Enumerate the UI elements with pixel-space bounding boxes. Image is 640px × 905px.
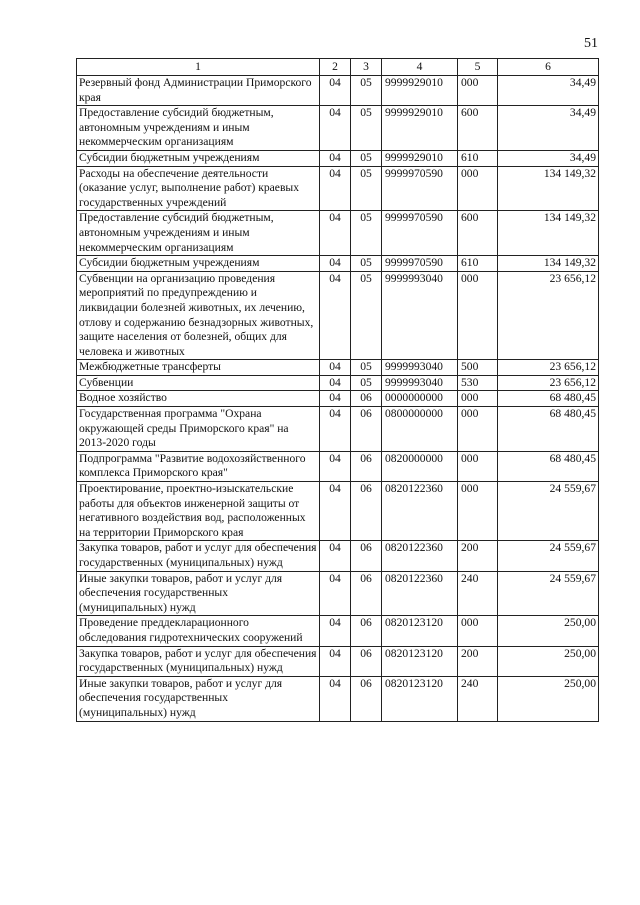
row-subsection-cell: 06 xyxy=(351,541,382,571)
row-target-article-cell: 9999929010 xyxy=(382,150,458,166)
row-expense-type-cell: 610 xyxy=(458,256,498,272)
table-row xyxy=(77,407,599,452)
row-name-cell: Подпрограмма "Развитие водохозяйственного комплекса Приморского края" xyxy=(77,451,320,481)
row-target-article-cell: 0800000000 xyxy=(382,407,458,452)
row-subsection-cell: 05 xyxy=(351,211,382,256)
row-section-cell: 04 xyxy=(320,541,351,571)
row-expense-type-cell: 200 xyxy=(458,541,498,571)
row-amount-cell: 68 480,45 xyxy=(498,407,599,452)
row-target-article-cell: 9999993040 xyxy=(382,360,458,376)
row-subsection-cell: 06 xyxy=(351,571,382,616)
table-row xyxy=(77,451,599,481)
table-row xyxy=(77,482,599,541)
table-row xyxy=(77,391,599,407)
table-row xyxy=(77,256,599,272)
row-amount-cell: 23 656,12 xyxy=(498,375,599,391)
row-section-cell: 04 xyxy=(320,150,351,166)
row-expense-type-cell: 000 xyxy=(458,482,498,541)
row-section-cell: 04 xyxy=(320,571,351,616)
row-target-article-cell: 0820000000 xyxy=(382,451,458,481)
row-amount-cell: 24 559,67 xyxy=(498,541,599,571)
row-section-cell: 04 xyxy=(320,211,351,256)
row-target-article-cell: 9999929010 xyxy=(382,76,458,106)
row-name-cell: Закупка товаров, работ и услуг для обеспечения государственных (муниципальных) нужд xyxy=(77,646,320,676)
row-target-article-cell: 9999970590 xyxy=(382,166,458,211)
table-row xyxy=(77,166,599,211)
row-target-article-cell: 0820122360 xyxy=(382,571,458,616)
row-expense-type-cell: 200 xyxy=(458,646,498,676)
row-expense-type-cell: 500 xyxy=(458,360,498,376)
row-amount-cell: 34,49 xyxy=(498,106,599,151)
row-amount-cell: 68 480,45 xyxy=(498,451,599,481)
row-name-cell: Закупка товаров, работ и услуг для обеспечения государственных (муниципальных) нужд xyxy=(77,541,320,571)
row-amount-cell: 250,00 xyxy=(498,616,599,646)
table-row xyxy=(77,76,599,106)
table-row xyxy=(77,150,599,166)
row-name-cell: Субвенции на организацию проведения мероприятий по предупреждению и ликвидации болезней животных, их лечению, отлову и содержанию безнадзорных животных, защите населения от болезней, общих для человека и животных xyxy=(77,271,320,360)
row-expense-type-cell: 000 xyxy=(458,166,498,211)
row-subsection-cell: 06 xyxy=(351,391,382,407)
column-header: 5 xyxy=(458,59,498,76)
row-target-article-cell: 0820122360 xyxy=(382,541,458,571)
row-amount-cell: 24 559,67 xyxy=(498,571,599,616)
row-name-cell: Резервный фонд Администрации Приморского края xyxy=(77,76,320,106)
row-amount-cell: 23 656,12 xyxy=(498,271,599,360)
row-expense-type-cell: 000 xyxy=(458,407,498,452)
budget-table xyxy=(76,58,599,722)
row-name-cell: Субсидии бюджетным учреждениям xyxy=(77,256,320,272)
row-subsection-cell: 05 xyxy=(351,271,382,360)
row-section-cell: 04 xyxy=(320,482,351,541)
row-expense-type-cell: 000 xyxy=(458,451,498,481)
row-section-cell: 04 xyxy=(320,391,351,407)
column-header: 6 xyxy=(498,59,599,76)
table-row xyxy=(77,571,599,616)
table-row xyxy=(77,616,599,646)
row-name-cell: Предоставление субсидий бюджетным, автономным учреждениям и иным некоммерческим организациям xyxy=(77,211,320,256)
row-target-article-cell: 9999993040 xyxy=(382,375,458,391)
row-name-cell: Межбюджетные трансферты xyxy=(77,360,320,376)
row-target-article-cell: 9999970590 xyxy=(382,211,458,256)
row-subsection-cell: 06 xyxy=(351,646,382,676)
row-subsection-cell: 06 xyxy=(351,451,382,481)
row-section-cell: 04 xyxy=(320,271,351,360)
row-subsection-cell: 05 xyxy=(351,150,382,166)
row-subsection-cell: 05 xyxy=(351,360,382,376)
row-subsection-cell: 05 xyxy=(351,166,382,211)
row-subsection-cell: 06 xyxy=(351,676,382,721)
row-expense-type-cell: 240 xyxy=(458,676,498,721)
row-name-cell: Расходы на обеспечение деятельности (оказание услуг, выполнение работ) краевых государственных учреждений xyxy=(77,166,320,211)
row-expense-type-cell: 000 xyxy=(458,391,498,407)
table-row xyxy=(77,271,599,360)
row-subsection-cell: 06 xyxy=(351,407,382,452)
row-amount-cell: 134 149,32 xyxy=(498,166,599,211)
row-name-cell: Проведение преддекларационного обследования гидротехнических сооружений xyxy=(77,616,320,646)
column-header: 1 xyxy=(77,59,320,76)
row-amount-cell: 24 559,67 xyxy=(498,482,599,541)
row-expense-type-cell: 530 xyxy=(458,375,498,391)
row-section-cell: 04 xyxy=(320,407,351,452)
table-row xyxy=(77,646,599,676)
row-amount-cell: 250,00 xyxy=(498,646,599,676)
row-expense-type-cell: 000 xyxy=(458,76,498,106)
page-number: 51 xyxy=(584,36,598,51)
row-name-cell: Водное хозяйство xyxy=(77,391,320,407)
row-target-article-cell: 0820123120 xyxy=(382,616,458,646)
row-target-article-cell: 0000000000 xyxy=(382,391,458,407)
row-section-cell: 04 xyxy=(320,256,351,272)
row-name-cell: Предоставление субсидий бюджетным, автономным учреждениям и иным некоммерческим организациям xyxy=(77,106,320,151)
row-amount-cell: 68 480,45 xyxy=(498,391,599,407)
row-section-cell: 04 xyxy=(320,616,351,646)
row-name-cell: Субсидии бюджетным учреждениям xyxy=(77,150,320,166)
row-subsection-cell: 06 xyxy=(351,482,382,541)
row-amount-cell: 34,49 xyxy=(498,150,599,166)
row-name-cell: Государственная программа "Охрана окружающей среды Приморского края" на 2013-2020 годы xyxy=(77,407,320,452)
row-section-cell: 04 xyxy=(320,360,351,376)
row-target-article-cell: 9999929010 xyxy=(382,106,458,151)
row-amount-cell: 23 656,12 xyxy=(498,360,599,376)
row-target-article-cell: 0820123120 xyxy=(382,646,458,676)
row-expense-type-cell: 000 xyxy=(458,271,498,360)
row-target-article-cell: 9999970590 xyxy=(382,256,458,272)
column-header: 2 xyxy=(320,59,351,76)
table-row xyxy=(77,541,599,571)
row-section-cell: 04 xyxy=(320,166,351,211)
row-name-cell: Иные закупки товаров, работ и услуг для обеспечения государственных (муниципальных) нужд xyxy=(77,676,320,721)
table-row xyxy=(77,375,599,391)
row-expense-type-cell: 000 xyxy=(458,616,498,646)
row-section-cell: 04 xyxy=(320,646,351,676)
row-section-cell: 04 xyxy=(320,676,351,721)
row-amount-cell: 134 149,32 xyxy=(498,256,599,272)
table-row xyxy=(77,106,599,151)
row-amount-cell: 134 149,32 xyxy=(498,211,599,256)
row-name-cell: Иные закупки товаров, работ и услуг для обеспечения государственных (муниципальных) нужд xyxy=(77,571,320,616)
row-expense-type-cell: 600 xyxy=(458,211,498,256)
row-section-cell: 04 xyxy=(320,451,351,481)
row-section-cell: 04 xyxy=(320,375,351,391)
row-name-cell: Проектирование, проектно-изыскательские работы для объектов инженерной защиты от негативного воздействия вод, расположенных на территории Приморского края xyxy=(77,482,320,541)
row-amount-cell: 34,49 xyxy=(498,76,599,106)
row-subsection-cell: 06 xyxy=(351,616,382,646)
table-row xyxy=(77,360,599,376)
row-target-article-cell: 0820122360 xyxy=(382,482,458,541)
table-row xyxy=(77,676,599,721)
row-section-cell: 04 xyxy=(320,76,351,106)
row-subsection-cell: 05 xyxy=(351,256,382,272)
column-header: 4 xyxy=(382,59,458,76)
row-target-article-cell: 0820123120 xyxy=(382,676,458,721)
table-header-row xyxy=(77,59,599,76)
table-row xyxy=(77,211,599,256)
row-subsection-cell: 05 xyxy=(351,375,382,391)
column-header: 3 xyxy=(351,59,382,76)
row-subsection-cell: 05 xyxy=(351,76,382,106)
row-section-cell: 04 xyxy=(320,106,351,151)
row-target-article-cell: 9999993040 xyxy=(382,271,458,360)
row-name-cell: Субвенции xyxy=(77,375,320,391)
row-expense-type-cell: 600 xyxy=(458,106,498,151)
row-subsection-cell: 05 xyxy=(351,106,382,151)
row-expense-type-cell: 240 xyxy=(458,571,498,616)
row-amount-cell: 250,00 xyxy=(498,676,599,721)
row-expense-type-cell: 610 xyxy=(458,150,498,166)
